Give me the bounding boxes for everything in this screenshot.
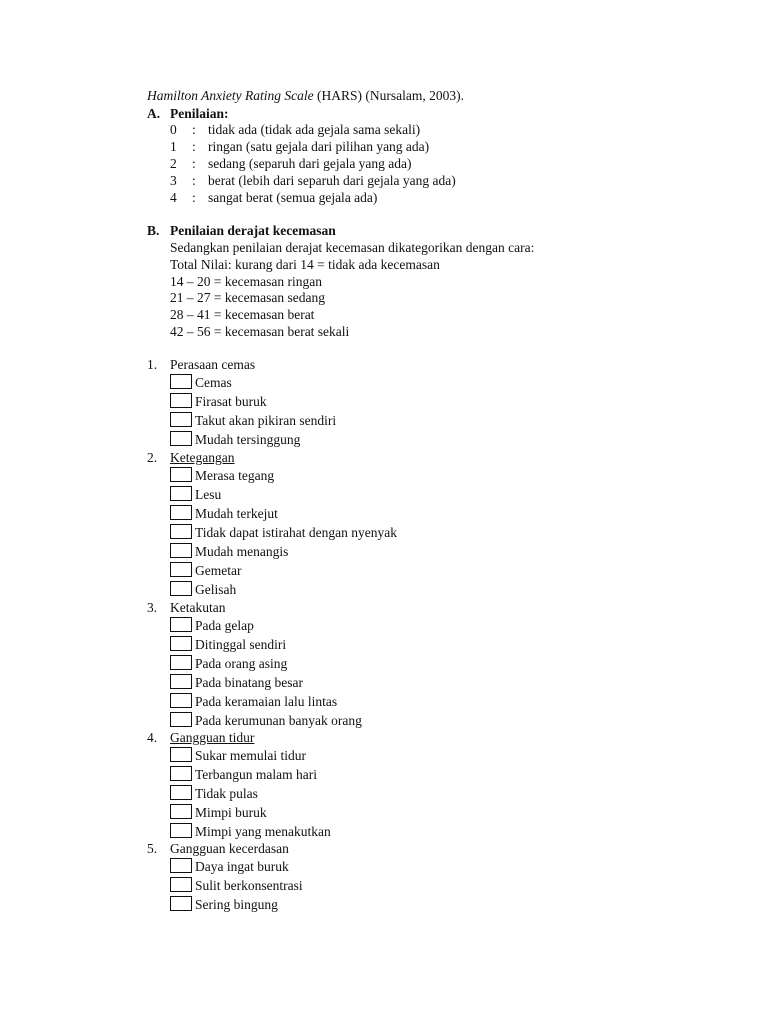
checkbox[interactable]: [170, 562, 192, 577]
question-title: Ketakutan: [170, 600, 226, 615]
checkbox-label: Merasa tegang: [195, 468, 275, 483]
checkbox-label: Sering bingung: [195, 897, 278, 912]
checkbox-label: Tidak dapat istirahat dengan nyenyak: [195, 525, 397, 540]
document-title: [147, 88, 464, 104]
checkbox-label: Pada orang asing: [195, 656, 288, 671]
checkbox-label: Tidak pulas: [195, 786, 258, 801]
checkbox-label: Pada keramaian lalu lintas: [195, 694, 338, 709]
checkbox[interactable]: [170, 712, 192, 727]
section-b-heading: Penilaian derajat kecemasan: [170, 223, 336, 238]
checkbox-label: Mudah tersinggung: [195, 432, 301, 447]
checkbox[interactable]: [170, 877, 192, 892]
checkbox-label: Sulit berkonsentrasi: [195, 878, 303, 893]
checkbox[interactable]: [170, 617, 192, 632]
section-a-letter: A.: [147, 106, 161, 121]
score-description: sangat berat (semua gejala ada): [208, 190, 378, 205]
score-description: tidak ada (tidak ada gejala sama sekali): [208, 122, 421, 137]
checkbox[interactable]: [170, 655, 192, 670]
checkbox-label: Daya ingat buruk: [195, 859, 289, 874]
checkbox[interactable]: [170, 693, 192, 708]
score-colon: :: [192, 190, 196, 205]
checkbox-label: Mimpi yang menakutkan: [195, 824, 331, 839]
title-scale-name: Hamilton Anxiety Rating Scale: [147, 88, 314, 103]
checkbox[interactable]: [170, 823, 192, 838]
checkbox[interactable]: [170, 486, 192, 501]
checkbox-label: Terbangun malam hari: [195, 767, 318, 782]
checkbox[interactable]: [170, 804, 192, 819]
score-colon: :: [192, 173, 196, 188]
checkbox-label: Firasat buruk: [195, 394, 267, 409]
checkbox-label: Pada binatang besar: [195, 675, 303, 690]
question-title: Ketegangan: [170, 450, 235, 465]
checkbox-label: Takut akan pikiran sendiri: [195, 413, 337, 428]
checkbox-label: Pada kerumunan banyak orang: [195, 713, 362, 728]
checkbox[interactable]: [170, 393, 192, 408]
score-colon: :: [192, 139, 196, 154]
question-title: Perasaan cemas: [170, 357, 256, 372]
section-b-text: 14 – 20 = kecemasan ringan: [170, 274, 322, 289]
checkbox[interactable]: [170, 412, 192, 427]
checkbox[interactable]: [170, 581, 192, 596]
question-title: Gangguan tidur: [170, 730, 255, 745]
title-source: (HARS) (Nursalam, 2003).: [313, 88, 464, 103]
checkbox[interactable]: [170, 858, 192, 873]
checkbox-label: Pada gelap: [195, 618, 254, 633]
section-b-text: 21 – 27 = kecemasan sedang: [170, 290, 325, 305]
score-number: 0: [170, 122, 177, 137]
checkbox[interactable]: [170, 747, 192, 762]
checkbox[interactable]: [170, 896, 192, 911]
question-number: 5.: [147, 841, 158, 856]
checkbox-label: Gemetar: [195, 563, 242, 578]
section-b-letter: B.: [147, 223, 160, 238]
checkbox[interactable]: [170, 636, 192, 651]
score-colon: :: [192, 122, 196, 137]
checkbox-label: Lesu: [195, 487, 222, 502]
section-b-text: 42 – 56 = kecemasan berat sekali: [170, 324, 350, 339]
score-number: 1: [170, 139, 177, 154]
checkbox[interactable]: [170, 785, 192, 800]
section-b-text: Total Nilai: kurang dari 14 = tidak ada kecemasan: [170, 257, 440, 272]
checkbox[interactable]: [170, 543, 192, 558]
question-number: 2.: [147, 450, 158, 465]
checkbox[interactable]: [170, 766, 192, 781]
checkbox-label: Mudah terkejut: [195, 506, 278, 521]
checkbox-label: Mudah menangis: [195, 544, 289, 559]
section-a-heading: Penilaian:: [170, 106, 229, 121]
score-description: ringan (satu gejala dari pilihan yang ada): [208, 139, 430, 154]
checkbox-label: Mimpi buruk: [195, 805, 267, 820]
score-description: berat (lebih dari separuh dari gejala yang ada): [208, 173, 456, 188]
checkbox[interactable]: [170, 374, 192, 389]
section-b-text: Sedangkan penilaian derajat kecemasan dikategorikan dengan cara:: [170, 240, 535, 255]
checkbox-label: Gelisah: [195, 582, 237, 597]
checkbox[interactable]: [170, 431, 192, 446]
checkbox[interactable]: [170, 505, 192, 520]
question-number: 3.: [147, 600, 158, 615]
checkbox[interactable]: [170, 467, 192, 482]
checkbox-label: Sukar memulai tidur: [195, 748, 306, 763]
question-number: 1.: [147, 357, 158, 372]
score-description: sedang (separuh dari gejala yang ada): [208, 156, 412, 171]
checkbox[interactable]: [170, 524, 192, 539]
question-title: Gangguan kecerdasan: [170, 841, 289, 856]
checkbox-label: Cemas: [195, 375, 232, 390]
section-b-text: 28 – 41 = kecemasan berat: [170, 307, 315, 322]
score-number: 2: [170, 156, 177, 171]
score-number: 4: [170, 190, 177, 205]
checkbox-label: Ditinggal sendiri: [195, 637, 287, 652]
question-number: 4.: [147, 730, 158, 745]
score-colon: :: [192, 156, 196, 171]
score-number: 3: [170, 173, 177, 188]
checkbox[interactable]: [170, 674, 192, 689]
